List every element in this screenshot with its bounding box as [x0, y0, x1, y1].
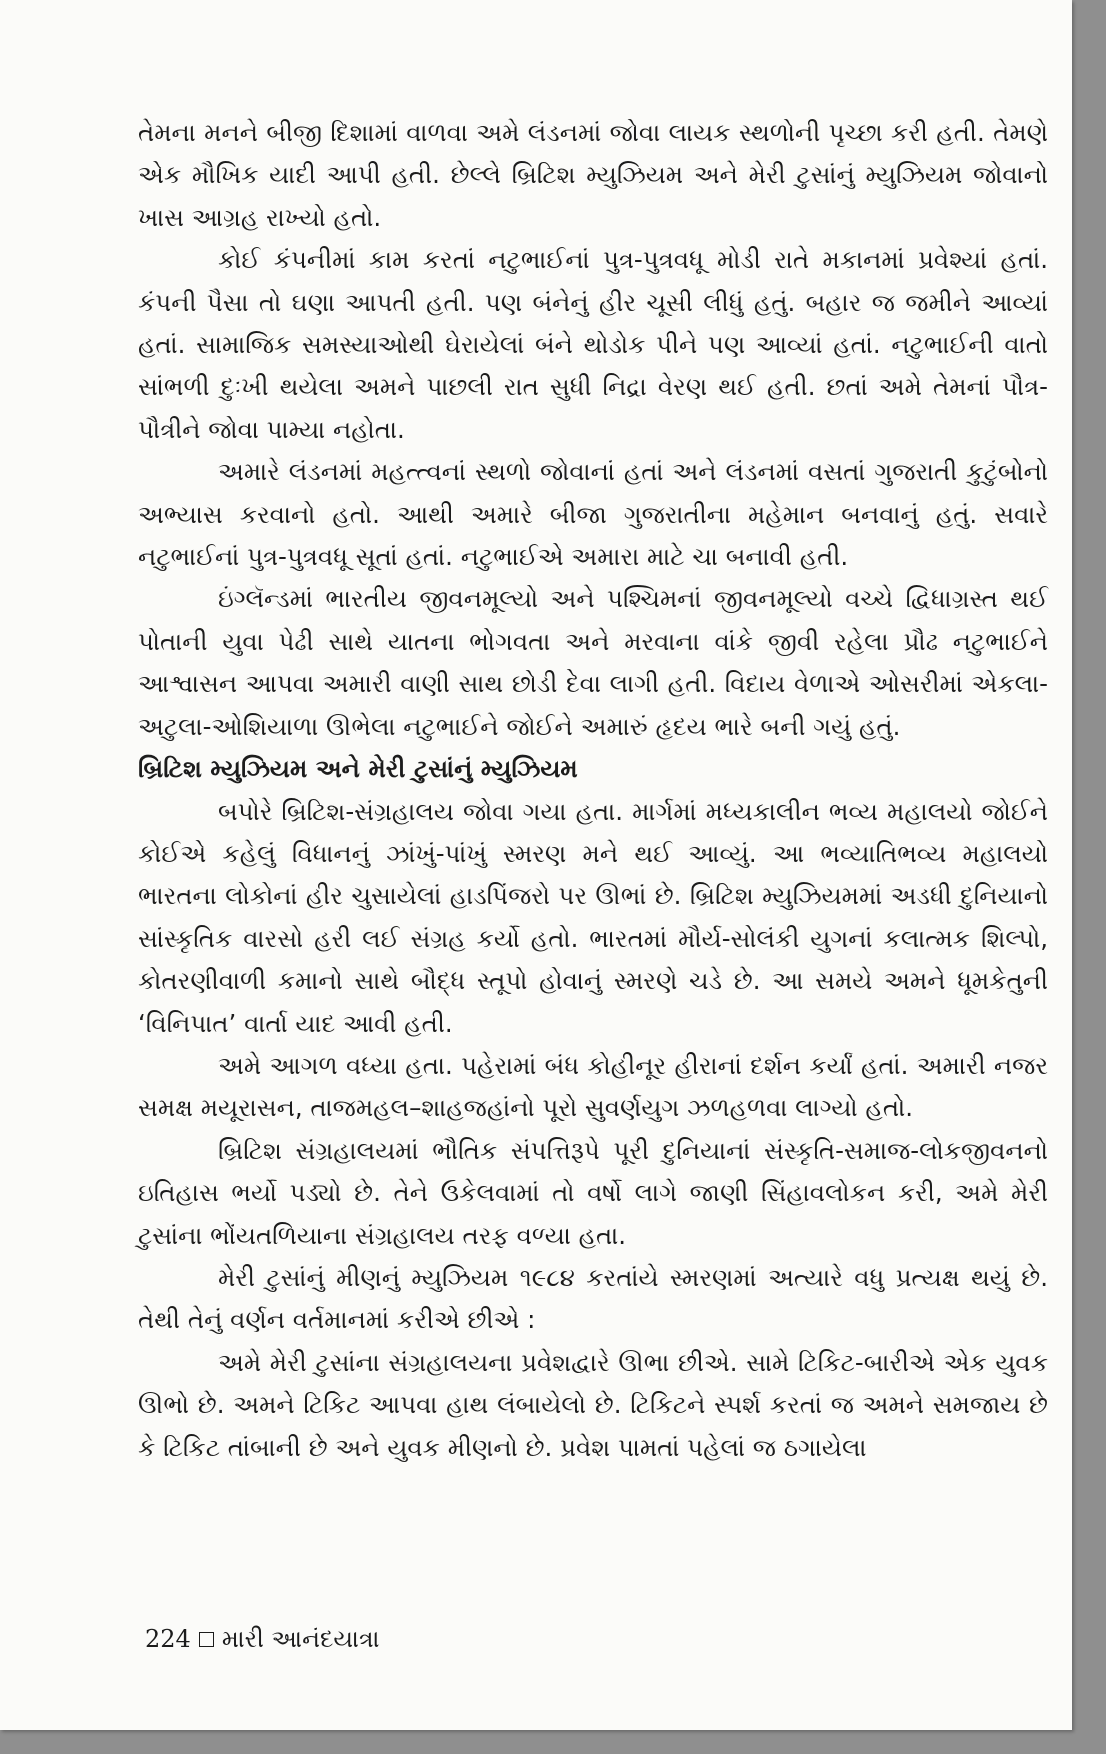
- page-footer: [145, 1625, 380, 1653]
- paragraph: અમારે લંડનમાં મહત્ત્વનાં સ્થળો જોવાનાં હતાં અને લંડનમાં વસતાં ગુજરાતી કુટુંબોનો અભ્યાસ કરવાનો હતો. આથી અમારે બીજા ગુજરાતીના મહેમાન બનવાનું હતું. સવારે નટુભાઈનાં પુત્ર-પુત્રવધૂ સૂતાં હતાં. નટુભાઈએ અમારા માટે ચા બનાવી હતી.: [138, 457, 1048, 572]
- box-icon: [199, 1632, 214, 1647]
- paragraph: કોઈ કંપનીમાં કામ કરતાં નટુભાઈનાં પુત્ર-પુત્રવધૂ મોડી રાતે મકાનમાં પ્રવેશ્યાં હતાં. કંપની પૈસા તો ઘણા આપતી હતી. પણ બંનેનું હીર ચૂસી લીધું હતું. બહાર જ જમીને આવ્યાં હતાં. સામાજિક સમસ્યાઓથી ઘેરાયેલાં બંને થોડોક પીને પણ આવ્યાં હતાં. નટુભાઈની વાતો સાંભળી દુઃખી થયેલા અમને પાછલી રાત સુધી નિદ્રા વેરણ થઈ હતી. છતાં અમે તેમનાં પૌત્ર-પૌત્રીને જોવા પામ્યા નહોતા.: [138, 245, 1048, 444]
- book-title: મારી આનંદયાત્રા: [221, 1625, 380, 1653]
- paragraph: ઇંગ્લૅન્ડમાં ભારતીય જીવનમૂલ્યો અને પશ્ચિમનાં જીવનમૂલ્યો વચ્ચે દ્વિધાગ્રસ્ત થઈ પોતાની યુવા પેઢી સાથે યાતના ભોગવતા અને મરવાના વાંકે જીવી રહેલા પ્રૌઢ નટુભાઈને આશ્વાસન આપવા અમારી વાણી સાથ છોડી દેવા લાગી હતી. વિદાય વેળાએ ઓસરીમાં એકલા-અટુલા-ઓશિયાળા ઊભેલા નટુભાઈને જોઈને અમારું હૃદય ભારે બની ગયું હતું.: [138, 584, 1048, 741]
- paragraph: મેરી ટુસાંનું મીણનું મ્યુઝિયમ ૧૯૮૪ કરતાંયે સ્મરણમાં અત્યારે વધુ પ્રત્યક્ષ થયું છે. તેથી તેનું વર્ણન વર્તમાનમાં કરીએ છીએ :: [138, 1262, 1048, 1335]
- section-heading: બ્રિટિશ મ્યુઝિયમ અને મેરી ટુસાંનું મ્યુઝિયમ: [138, 754, 578, 784]
- page-body: [138, 112, 1048, 1469]
- paragraph: તેમના મનને બીજી દિશામાં વાળવા અમે લંડનમાં જોવા લાયક સ્થળોની પૃચ્છા કરી હતી. તેમણે એક મૌખિક યાદી આપી હતી. છેલ્લે બ્રિટિશ મ્યુઝિયમ અને મેરી ટુસાંનું મ્યુઝિયમ જોવાનો ખાસ આગ્રહ રાખ્યો હતો.: [138, 118, 1048, 232]
- paragraph: અમે આગળ વધ્યા હતા. પહેરામાં બંધ કોહીનૂર હીરાનાં દર્શન કર્યાં હતાં. અમારી નજર સમક્ષ મયૂરાસન, તાજમહલ–શાહજહાંનો પૂરો સુવર્ણયુગ ઝળહળવા લાગ્યો હતો.: [138, 1050, 1048, 1123]
- paragraph: બપોરે બ્રિટિશ-સંગ્રહાલય જોવા ગયા હતા. માર્ગમાં મધ્યકાલીન ભવ્ય મહાલયો જોઈને કોઈએ કહેલું વિધાનનું ઝાંખું-પાંખું સ્મરણ મને થઈ આવ્યું. આ ભવ્યાતિભવ્ય મહાલયો ભારતના લોકોનાં હીર ચુસાયેલાં હાડપિંજરો પર ઊભાં છે. બ્રિટિશ મ્યુઝિયમમાં અડધી દુનિયાનો સાંસ્કૃતિક વારસો હરી લઈ સંગ્રહ કર્યો હતો. ભારતમાં મૌર્ય-સોલંકી યુગનાં કલાત્મક શિલ્પો, કોતરણીવાળી કમાનો સાથે બૌદ્ધ સ્તૂપો હોવાનું સ્મરણે ચડે છે. આ સમયે અમને ધૂમકેતુની ‘વિનિપાત’ વાર્તા યાદ આવી હતી.: [138, 796, 1048, 1038]
- paragraph: બ્રિટિશ સંગ્રહાલયમાં ભૌતિક સંપત્તિરૂપે પૂરી દુનિયાનાં સંસ્કૃતિ-સમાજ-લોકજીવનનો ઇતિહાસ ભર્યો પડ્યો છે. તેને ઉકેલવામાં તો વર્ષો લાગે જાણી સિંહાવલોકન કરી, અમે મેરી ટુસાંના ભોંયતળિયાના સંગ્રહાલય તરફ વળ્યા હતા.: [138, 1135, 1048, 1250]
- paragraph: અમે મેરી ટુસાંના સંગ્રહાલયના પ્રવેશદ્વારે ઊભા છીએ. સામે ટિકિટ-બારીએ એક યુવક ઊભો છે. અમને ટિકિટ આપવા હાથ લંબાયેલો છે. ટિકિટને સ્પર્શ કરતાં જ અમને સમજાય છે કે ટિકિટ તાંબાની છે અને યુવક મીણનો છે. પ્રવેશ પામતાં પહેલાં જ ઠગાયેલા: [138, 1347, 1048, 1462]
- page-number: 224: [145, 1625, 191, 1653]
